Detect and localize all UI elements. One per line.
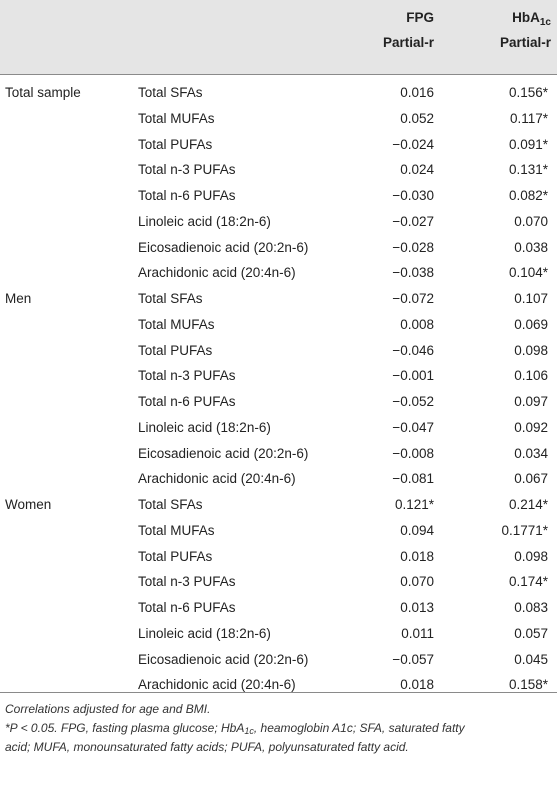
hba1c-value: 0.117*: [509, 110, 548, 126]
fpg-value: 0.008: [400, 316, 434, 332]
hba1c-value: 0.158*: [508, 677, 548, 693]
hba1c-header: [470, 10, 551, 51]
fpg-value: −0.047: [392, 419, 434, 435]
hba1c-value: 0.098: [514, 548, 548, 564]
fatty-acid-label: Total SFAs: [138, 85, 203, 100]
fatty-acid-label: Eicosadienoic acid (20:2n-6): [138, 651, 309, 667]
fatty-acid-label: Eicosadienoic acid (20:2n-6): [138, 239, 309, 255]
fatty-acid-label: Linoleic acid (18:2n-6): [138, 213, 271, 229]
hba1c-value: 0.070: [514, 213, 548, 229]
hba1c-value: 0.083: [514, 600, 548, 615]
fatty-acid-label: Total n-6 PUFAs: [138, 600, 236, 615]
fatty-acid-label: Total n-3 PUFAs: [138, 368, 236, 384]
fpg-value: −0.057: [392, 651, 434, 667]
fatty-acid-label: Total SFAs: [138, 497, 203, 512]
fpg-value: 0.094: [400, 522, 434, 538]
fpg-value: 0.024: [400, 162, 434, 178]
hba1c-value: 0.098: [514, 342, 548, 358]
fatty-acid-label: Total PUFAs: [138, 548, 213, 564]
fatty-acid-label: Arachidonic acid (20:4n-6): [138, 677, 296, 693]
fpg-value: 0.013: [400, 600, 434, 615]
hba1c-value: 0.097: [514, 394, 548, 409]
fatty-acid-label: Total MUFAs: [138, 316, 215, 332]
fatty-acid-label: Total n-6 PUFAs: [138, 188, 236, 203]
fpg-header-stat: Partial-r: [382, 35, 434, 50]
fpg-value: 0.052: [400, 110, 434, 126]
hba1c-value: 0.214*: [508, 497, 548, 512]
header-rule: [0, 74, 557, 75]
hba1c-value: 0.045: [514, 651, 548, 667]
fatty-acid-label: Arachidonic acid (20:4n-6): [138, 265, 296, 281]
fpg-header: [380, 10, 434, 51]
hba1c-value: 0.174*: [508, 574, 548, 590]
hba1c-header-stat: Partial-r: [499, 35, 551, 50]
fpg-value: −0.001: [392, 368, 434, 384]
fpg-value: −0.072: [392, 291, 434, 306]
bottom-rule: [0, 692, 557, 693]
group-label: Total sample: [5, 85, 81, 100]
hba1c-value: 0.057: [514, 625, 548, 641]
fpg-header-name: FPG: [406, 10, 434, 25]
fpg-value: −0.081: [392, 471, 434, 487]
footnote-abbreviations-cont: acid; MUFA, monounsaturated fatty acids; PUFA, polyunsaturated fatty acid.: [5, 740, 409, 754]
footnote-adjustment: Correlations adjusted for age and BMI.: [5, 702, 211, 716]
fpg-value: −0.008: [392, 445, 434, 461]
fpg-value: −0.030: [392, 188, 434, 203]
hba1c-value: 0.069: [514, 316, 548, 332]
hba1c-value: 0.104*: [508, 265, 548, 281]
fpg-value: 0.121*: [394, 497, 434, 512]
group-label: Women: [5, 497, 52, 512]
fatty-acid-label: Eicosadienoic acid (20:2n-6): [138, 445, 309, 461]
fatty-acid-label: Total n-3 PUFAs: [138, 162, 236, 178]
hba1c-value: 0.106: [514, 368, 548, 384]
hba1c-value: 0.038: [514, 239, 548, 255]
fpg-value: 0.011: [401, 625, 434, 641]
hba1c-value: 0.034: [514, 445, 548, 461]
fatty-acid-label: Linoleic acid (18:2n-6): [138, 625, 271, 641]
fatty-acid-label: Total MUFAs: [138, 110, 215, 126]
hba1c-value: 0.131*: [508, 162, 548, 178]
fpg-value: −0.028: [392, 239, 434, 255]
group-label: Men: [5, 291, 32, 306]
footnote-abbreviations: *P < 0.05. FPG, fasting plasma glucose; HbA$_{1c}$, heamoglobin A1c; SFA, saturated fatty: [5, 721, 465, 736]
fpg-value: −0.024: [392, 136, 434, 152]
fpg-value: −0.052: [392, 394, 434, 409]
hba1c-value: 0.1771*: [501, 522, 548, 538]
fatty-acid-label: Total PUFAs: [138, 136, 213, 152]
hba1c-header-name: HbA$_{1c}$: [512, 10, 551, 28]
fatty-acid-label: Arachidonic acid (20:4n-6): [138, 471, 296, 487]
fatty-acid-label: Total n-3 PUFAs: [138, 574, 236, 590]
fatty-acid-label: Total n-6 PUFAs: [138, 394, 236, 409]
fpg-value: 0.016: [400, 85, 434, 100]
fpg-value: −0.038: [392, 265, 434, 281]
hba1c-value: 0.107: [514, 291, 548, 306]
hba1c-value: 0.092: [514, 419, 548, 435]
hba1c-value: 0.091*: [508, 136, 548, 152]
hba1c-value: 0.082*: [508, 188, 548, 203]
fatty-acid-label: Total SFAs: [138, 291, 203, 306]
fpg-value: 0.018: [400, 548, 434, 564]
fatty-acid-label: Linoleic acid (18:2n-6): [138, 419, 271, 435]
fpg-value: 0.018: [400, 677, 434, 693]
hba1c-value: 0.067: [514, 471, 548, 487]
fatty-acid-label: Total PUFAs: [138, 342, 213, 358]
fpg-value: −0.027: [392, 213, 434, 229]
fatty-acid-label: Total MUFAs: [138, 522, 215, 538]
hba1c-value: 0.156*: [508, 85, 548, 100]
fpg-value: −0.046: [392, 342, 434, 358]
fpg-value: 0.070: [400, 574, 434, 590]
